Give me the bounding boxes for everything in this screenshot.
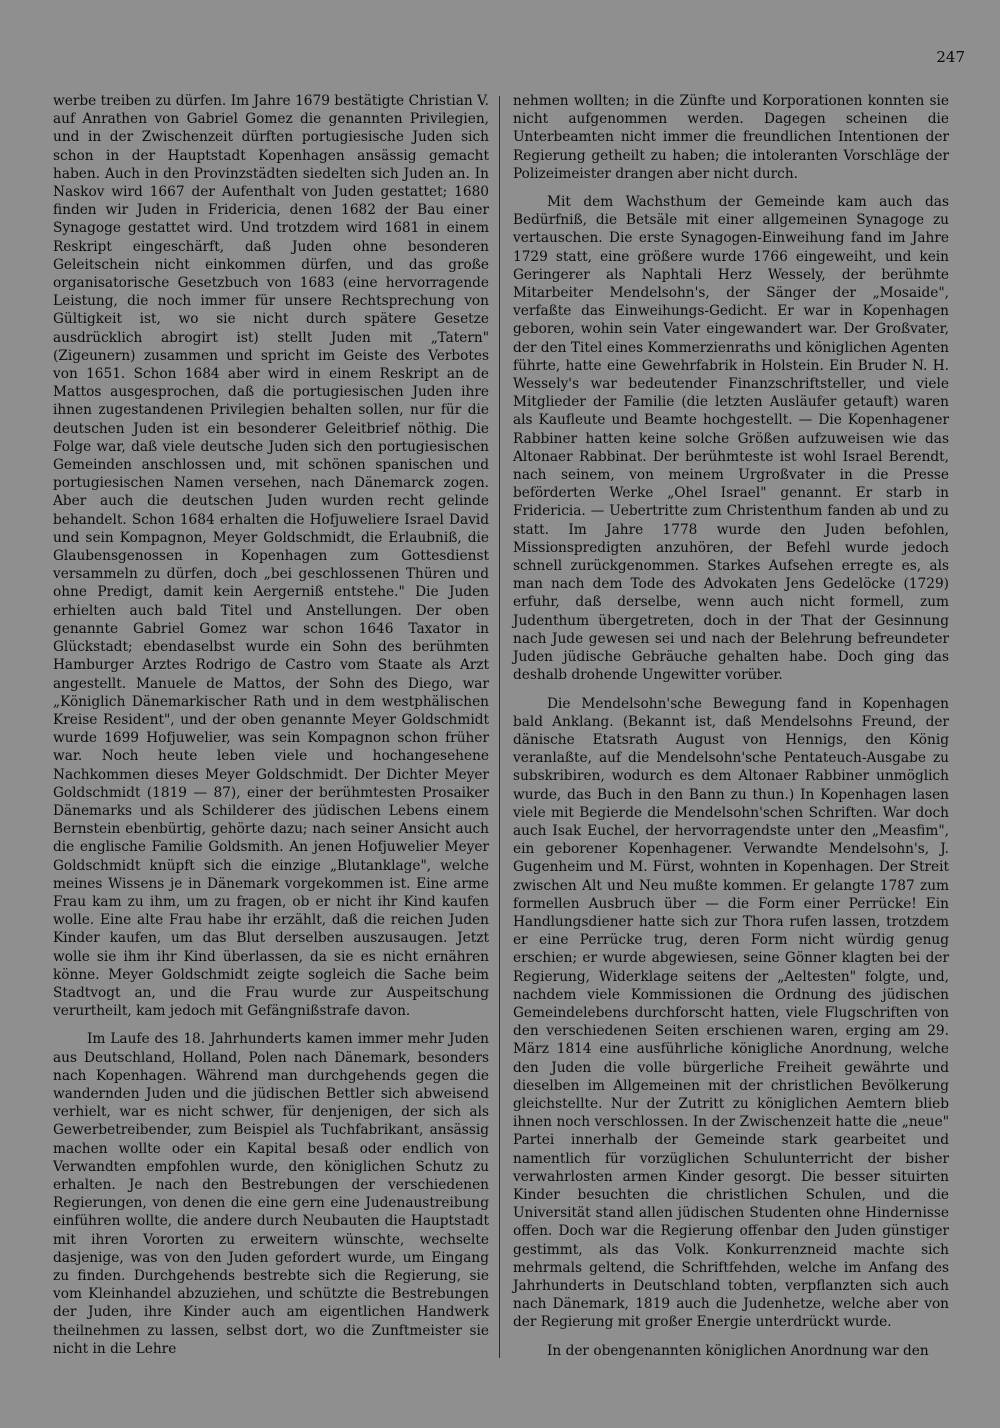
paragraph: Im Laufe des 18. Jahrhunderts kamen immer mehr Juden aus Deutschland, Holland, Polen nach Dänemark, besonders nach Kopenhagen. Während man durchgehends gegen die wandernden Juden und die jüdischen Bettler sich abweisend verhielt, war es nicht schwer, für denjenigen, der sich als Gewerbetreibender, zum Beispiel als Tuchfabrikant, ansässig machen wollte oder ein Kapital besaß oder endlich von Verwandten empfohlen wurde, den königlichen Schutz zu erhalten. Je nach den Bestrebungen der verschiedenen Regierungen, von denen die eine gern eine Judenaustreibung einführen wollte, die andere durch Neubauten die Hauptstadt mit ihren Vororten zu erweitern wünschte, wechselte dasjenige, was von den Juden gefordert wurde, um Eingang zu finden. Durchgehends bestrebte sich die Regierung, sie vom Kleinhandel abzuziehen, und schützte die Bestrebungen der Juden, ihre Kinder auch am eigentlichen Handwerk theilnehmen zu lassen, selbst dort, wo die Zunftmeister sie nicht in die Lehre bbox=[53, 1031, 489, 1357]
right-column bbox=[513, 92, 949, 1360]
paragraph: nehmen wollten; in die Zünfte und Korporationen konnten sie nicht aufgenommen werden. Dagegen scheinen die Unterbeamten nicht immer die freundlichen Intentionen der Regierung getheilt zu haben; die intoleranten Vorschläge der Polizeimeister drangen aber nicht durch. bbox=[513, 93, 949, 182]
paragraph: werbe treiben zu dürfen. Im Jahre 1679 bestätigte Christian V. auf Anrathen von Gabriel Gomez die genannten Privilegien, und in der Zwischenzeit dürften portugiesische Juden sich schon in der Hauptstadt Kopenhagen ansässig gemacht haben. Auch in den Provinzstädten siedelten sich Juden an. In Naskov wird 1667 der Aufenthalt von Juden gestattet; 1680 finden wir Juden in Fridericia, denen 1682 der Bau einer Synagoge gestattet wird. Und trotzdem wird 1681 in einem Reskript eingeschärft, daß Juden ohne besonderen Geleitschein nicht einkommen dürfen, und das große organisatorische Gesetzbuch von 1683 (eine hervorragende Leistung, die noch immer für unsere Rechtsprechung von Gültigkeit ist, wo sie nicht durch spätere Gesetze ausdrücklich abrogirt ist) stellt Juden mit „Tatern" (Zigeunern) zusammen und spricht im Geiste des Verbotes von 1651. Schon 1684 aber wird in einem Reskript an de Mattos ausgesprochen, daß die portugiesischen Juden ihre ihnen zugestandenen Privilegien behalten sollen, nur für die deutschen Juden ist ein besonderer Geleitbrief nöthig. Die Folge war, daß viele deutsche Juden sich den portugiesischen Gemeinden anschlossen und, mit schönen spanischen und portugiesischen Namen versehen, nach Dänemarck zogen. Aber auch die deutschen Juden wurden recht gelinde behandelt. Schon 1684 erhalten die Hofjuweliere Israel David und sein Kompagnon, Meyer Goldschmidt, die Erlaubniß, die Glaubensgenossen in Kopenhagen zum Gottesdienst versammeln zu dürfen, doch „bei geschlossenen Thüren und ohne Predigt, damit kein Aergerniß entstehe." Die Juden erhielten auch bald Titel und Anstellungen. Der oben genannte Gabriel Gomez war schon 1646 Taxator in Glückstadt; ebendaselbst wurde ein Sohn des berühmten Hamburger Arztes Rodrigo de Castro vom Staate als Arzt angestellt. Manuele de Mattos, der Sohn des Diego, war „Königlich Dänemarkischer Rath und in dem westphälischen Kreise Resident", und der oben genannte Meyer Goldschmidt wurde 1699 Hofjuwelier, was sein Kompagnon schon früher war. Noch heute leben viele und hochangesehene Nachkommen dieses Meyer Goldschmidt. Der Dichter Meyer Goldschmidt (1819 — 87), einer der berühmtesten Prosaiker Dänemarks und als Schilderer des jüdischen Lebens einem Bernstein ebenbürtig, gehörte dazu; nach seiner Ansicht auch die englische Familie Goldsmith. An jenen Hofjuwelier Meyer Goldschmidt knüpft sich die einzige „Blutanklage", welche meines Wissens je in Dänemark vorgekommen ist. Eine arme Frau kam zu ihm, um zu fragen, ob er nicht ihr Kind kaufen wolle. Eine alte Frau habe ihr erzählt, daß die reichen Juden Kinder kaufen, um das Blut derselben auszusaugen. Jetzt wolle sie ihm ihr Kind überlassen, da sie es nicht ernähren könne. Meyer Goldschmidt zeigte sogleich die Sache beim Stadtvogt an, und die Frau wurde zur Auspeitschung verurtheilt, kam jedoch mit Gefängnißstrafe davon. bbox=[53, 93, 489, 1020]
page-number: 247 bbox=[936, 48, 965, 66]
paragraph: In der obengenannten königlichen Anordnung war den bbox=[547, 1342, 929, 1359]
column-divider bbox=[499, 96, 500, 1358]
paragraph: Die Mendelsohn'sche Bewegung fand in Kopenhagen bald Anklang. (Bekannt ist, daß Mendelsohns Freund, der dänische Etatsrath August von Hennigs, den König veranlaßte, auf die Mendelsohn'sche Pentateuch-Ausgabe zu subskribiren, wodurch es dem Altonaer Rabbiner unmöglich wurde, das Buch in den Bann zu thun.) In Kopenhagen lasen viele mit Begierde die Mendelsohn'schen Schriften. War doch auch Isak Euchel, der hervorragendste unter den „Measfim", ein geborener Kopenhagener. Verwandte Mendelsohn's, J. Gugenheim und M. Fürst, wohnten in Kopenhagen. Der Streit zwischen Alt und Neu mußte kommen. Er gelangte 1787 zum formellen Ausbruch über — die Form einer Perrücke! Ein Handlungsdiener hatte sich zur Thora rufen lassen, trotzdem er eine Perrücke trug, deren Form nicht würdig genug erschien; er wurde abgewiesen, seine Gönner klagten bei der Regierung, Widerklage seitens der „Aeltesten" folgte, und, nachdem viele Kommissionen die Ordnung des jüdischen Gemeindelebens durchforscht hatten, viele Flugschriften von den verschiedenen Seiten erschienen waren, erging am 29. März 1814 eine ausführliche königliche Anordnung, welche den Juden die volle bürgerliche Freiheit gewährte und dieselben im Allgemeinen mit der christlichen Bevölkerung gleichstellte. Nur der Zutritt zu königlichen Aemtern blieb ihnen noch verschlossen. In der Zwischenzeit hatte die „neue" Partei innerhalb der Gemeinde stark gearbeitet und namentlich für vorzüglichen Schulunterricht der bisher verwahrlosten armen Kinder gesorgt. Die besser situirten Kinder besuchten die christlichen Schulen, und die Universität stand allen jüdischen Studenten ohne Hindernisse offen. Doch war die Regierung offenbar den Juden günstiger gestimmt, als das Volk. Konkurrenzneid machte sich mehrmals geltend, die Schriftfehden, welche im Anfang des Jahrhunderts in Deutschland tobten, verpflanzten sich auch nach Dänemark, 1819 auch die Judenhetze, welche aber von der Regierung mit großer Energie unterdrückt wurde. bbox=[513, 695, 949, 1331]
left-column bbox=[53, 92, 489, 1358]
paragraph: Mit dem Wachsthum der Gemeinde kam auch das Bedürfniß, die Betsäle mit einer allgemeinen Synagoge zu vertauschen. Die erste Synagogen-Einweihung fand im Jahre 1729 statt, eine größere wurde 1766 eingeweiht, und kein Geringerer als Naphtali Herz Wessely, der berühmte Mitarbeiter Mendelsohn's, der Sänger der „Mosaide", verfaßte das Einweihungs-Gedicht. Er war in Kopenhagen geboren, wohin sein Vater eingewandert war. Der Großvater, der den Titel eines Kommerzienraths und königlichen Agenten führte, hatte eine Gewehrfabrik in Holstein. Ein Bruder N. H. Wessely's war bedeutender Finanzschriftsteller, und viele Mitglieder der Familie (die letzten Ausläufer getauft) waren als Kaufleute und Beamte hochgestellt. — Die Kopenhagener Rabbiner hatten keine solche Größen aufzuweisen wie das Altonaer Rabbinat. Der berühmteste ist wohl Israel Berendt, nach seinem, von meinem Urgroßvater in die Presse beförderten Werke „Ohel Israel" genannt. Er starb in Fridericia. — Uebertritte zum Christenthum fanden ab und zu statt. Im Jahre 1778 wurde den Juden befohlen, Missionspredigten anzuhören, der Befehl wurde jedoch schnell zurückgenommen. Starkes Aufsehen erregte es, als man nach dem Tode des Advokaten Jens Gedelöcke (1729) erfuhr, daß derselbe, wenn auch nicht formell, zum Judenthum übergetreten, doch in der That der Gesinnung nach Jude gewesen sei und nach der Belehrung befreundeter Juden jüdische Gebräuche gehalten habe. Doch ging das deshalb drohende Ungewitter vorüber. bbox=[513, 194, 949, 684]
